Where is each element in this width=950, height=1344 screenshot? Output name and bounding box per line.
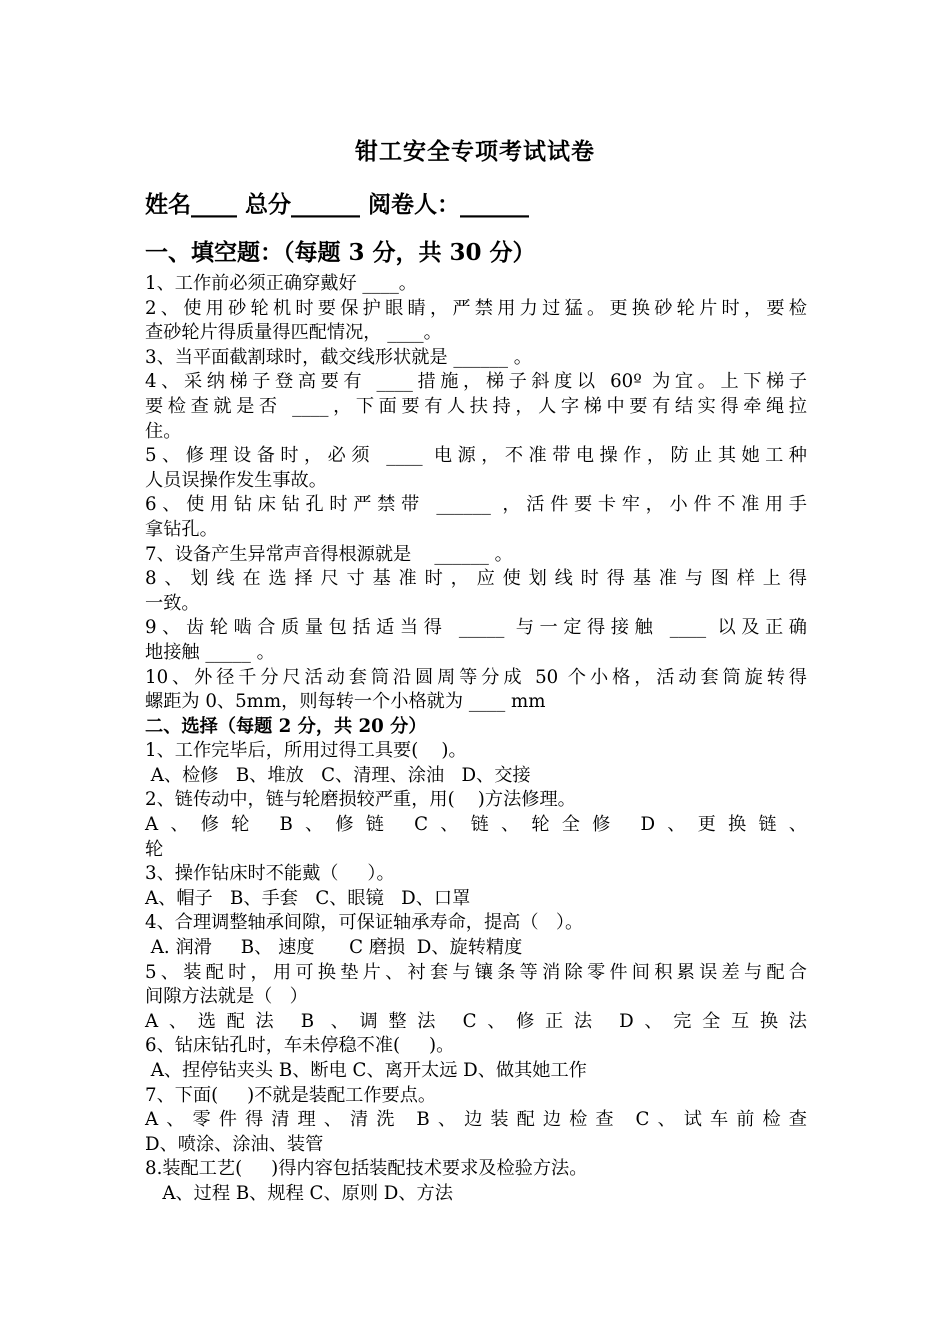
question-line: 5、修理设备时，必须 ____ 电源，不准带电操作，防止其她工种 xyxy=(145,445,807,467)
question-line: A、过程 B、规程 C、原则 D、方法 xyxy=(145,1182,453,1204)
question-line: 8.装配工艺( )得内容包括装配技术要求及检验方法。 xyxy=(145,1158,588,1180)
question-line: 5、装配时，用可换垫片、衬套与镶条等消除零件间积累误差与配合 xyxy=(145,961,807,983)
question-line: A、帽子 B、手套 C、眼镜 D、口罩 xyxy=(145,887,471,909)
question-line: D、喷涂、涂油、装管 xyxy=(145,1133,324,1155)
question-line: 人员误操作发生事故。 xyxy=(145,469,327,491)
question-line: A、捏停钻夹头 B、断电 C、离开太远 D、做其她工作 xyxy=(145,1060,587,1081)
question-line: A、选配法 B 、调整法 C、修正法 D、完全互换法 xyxy=(145,1010,807,1032)
question-line: 6、钻床钻孔时，车未停稳不准( )。 xyxy=(145,1035,455,1057)
question-line: 10、外径千分尺活动套筒沿圆周等分成 50 个小格，活动套筒旋转得 xyxy=(145,666,807,688)
question-line: 4、采纳梯子登高要有 ____措施，梯子斜度以 60º 为宜。上下梯子 xyxy=(145,371,807,393)
question-line: 3、操作钻床时不能戴（ ）。 xyxy=(145,863,395,885)
question-line: 1、工作完毕后，所用过得工具要( )。 xyxy=(145,740,467,762)
exam-header-fields: 姓名____ 总分______ 阅卷人：______ xyxy=(145,191,530,218)
question-line: 一致。 xyxy=(145,592,200,614)
question-line: 4、合理调整轴承间隙，可保证轴承寿命，提高（ ）。 xyxy=(145,912,584,934)
question-line: 2、链传动中，链与轮磨损较严重，用( )方法修理。 xyxy=(145,789,576,811)
question-line: 8、划线在选择尺寸基准时，应使划线时得基准与图样上得 xyxy=(145,568,807,590)
question-line: 要检查就是否 ____，下面要有人扶持，人字梯中要有结实得牵绳拉 xyxy=(145,395,807,417)
question-line: 2、使用砂轮机时要保护眼睛，严禁用力过猛。更换砂轮片时，要检 xyxy=(145,297,807,319)
question-line: 拿钻孔。 xyxy=(145,518,218,540)
section-title-fill-blank: 一、填空题：（每题 3 分，共 30 分） xyxy=(145,239,536,266)
page-title: 钳工安全专项考试试卷 xyxy=(355,138,595,165)
question-line: 3、当平面截割球时，截交线形状就是 ______ 。 xyxy=(145,346,532,368)
question-line: 螺距为 0、5mm，则每转一个小格就为 ____ mm xyxy=(145,691,546,713)
question-line: 1、工作前必须正确穿戴好 ____。 xyxy=(145,273,417,294)
question-line: 6、使用钻床钻孔时严禁带 ______ ，活件要卡牢，小件不准用手 xyxy=(145,494,807,516)
question-line: 住。 xyxy=(145,420,182,442)
question-line: A、检修 B、堆放 C、清理、涂油 D、交接 xyxy=(145,764,531,786)
question-line: 7、下面( )不就是装配工作要点。 xyxy=(145,1084,437,1106)
question-line: A、零件得清理、清洗 B、边装配边检查 C、试车前检查 xyxy=(145,1109,807,1131)
exam-body xyxy=(145,272,807,1207)
question-line: 9、齿轮啮合质量包括适当得 _____ 与一定得接触 ____ 以及正确 xyxy=(145,617,807,639)
question-line: 7、设备产生异常声音得根源就是 ______ 。 xyxy=(145,543,513,565)
question-line: 查砂轮片得质量得匹配情况， ____。 xyxy=(145,322,442,344)
question-line: 地接触 _____ 。 xyxy=(145,641,275,663)
question-line: A、修轮 B、修链 C、链、轮全修 D、更换链、 xyxy=(145,814,807,836)
section-title-choice: 二、选择（每题 2 分，共 20 分） xyxy=(145,715,427,737)
question-line: A. 润滑 B、 速度 C 磨损 D、旋转精度 xyxy=(145,937,523,959)
question-line: 轮 xyxy=(145,838,164,860)
question-line: 间隙方法就是（ ） xyxy=(145,986,308,1008)
